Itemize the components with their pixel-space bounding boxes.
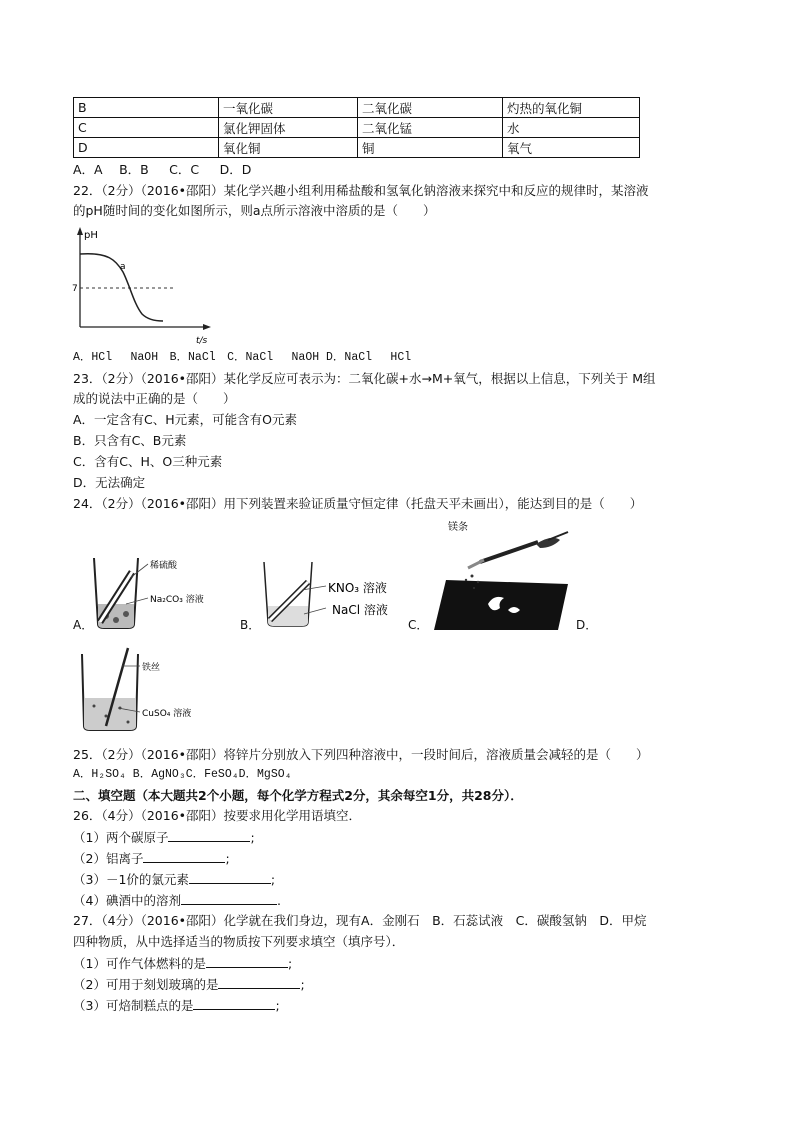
answer-blank[interactable] [218,976,300,989]
q26-item-3 [73,871,275,888]
table-row [74,98,640,118]
q21-options: A．A B．B C．C D．D [73,162,252,177]
options-table [73,97,640,158]
q26-item-1-text: （1）两个碳原子 [73,830,169,845]
q24-label-c: C． [408,618,429,632]
answer-blank[interactable] [206,955,288,968]
apparatus-b [258,556,408,632]
q26-stem: 26．（4分）（2016•邵阳）按要求用化学用语填空． [73,808,362,823]
table-cell: B [74,98,219,118]
q25-stem: 25．（2分）（2016•邵阳）将锌片分别放入下列四种溶液中，一段时间后，溶液质量会减轻的是（ ） [73,747,649,762]
apparatus-c [428,518,576,632]
q22-stem-line2: 的pH随时间的变化如图所示，则a点所示溶液中溶质的是（ ） [73,203,436,218]
q26-item-1 [73,829,255,846]
y-axis-label: pH [84,230,98,241]
x-axis-label: t/s [196,336,208,346]
q27-stem-line2: 四种物质，从中选择适当的物质按下列要求填空（填序号）． [73,934,405,949]
q27-item-1 [73,955,292,972]
q23-option-a: A．一定含有C、H元素，可能含有O元素 [73,412,298,427]
q22-stem-line1: 22．（2分）（2016•邵阳）某化学兴趣小组利用稀盐酸和氢氧化钠溶液来探究中和反应的规律时，某溶液 [73,183,649,198]
answer-blank[interactable] [181,892,277,905]
table-cell: 二氧化碳 [358,98,503,118]
fig-a-label-acid: 稀硫酸 [150,561,178,571]
q26-item-3-text: （3）－1价的氯元素 [73,872,189,887]
answer-blank[interactable] [189,871,271,884]
fig-c-label-mg: 镁条 [448,522,468,533]
q22-options: A．HCl NaOH B．NaCl C．NaCl NaOH D．NaCl HCl [73,351,412,364]
q27-item-2-end: ; [300,977,305,992]
q27-item-3-text: （3）可焙制糕点的是 [73,998,194,1013]
q24-stem: 24．（2分）（2016•邵阳）用下列装置来验证质量守恒定律（托盘天平未画出），能达到目的是（ ） [73,496,643,511]
q26-item-2 [73,850,230,867]
q27-item-2 [73,976,305,993]
fig-d-label-cuso4: CuSO₄ 溶液 [142,709,192,719]
answer-blank[interactable] [193,997,275,1010]
fig-a-label-solution: Na₂CO₃ 溶液 [150,595,204,605]
q23-option-c: C．含有C、H、O三种元素 [73,454,223,469]
table-cell: 氧气 [503,138,640,158]
ref-line-label: 7 [72,284,78,294]
fig-b-label-kno3: KNO₃ 溶液 [328,581,387,595]
q23-stem-line2: 成的说法中正确的是（ ） [73,391,236,406]
q27-item-2-text: （2）可用于刻划玻璃的是 [73,977,219,992]
q24-label-d: D． [576,618,598,632]
q26-item-2-text: （2）铝离子 [73,851,144,866]
table-cell: 氯化钾固体 [219,118,358,138]
table-row [74,118,640,138]
section-2-title: 二、填空题（本大题共2个小题，每个化学方程式2分，其余每空1分，共28分）． [73,788,523,803]
table-cell: 二氧化锰 [358,118,503,138]
table-cell: 铜 [358,138,503,158]
q27-item-3-end: ; [275,998,280,1013]
table-cell: 水 [503,118,640,138]
apparatus-d [76,644,206,734]
q27-item-1-text: （1）可作气体燃料的是 [73,956,206,971]
apparatus-a [86,552,236,632]
answer-blank[interactable] [143,850,225,863]
q27-item-3 [73,997,280,1014]
table-row [74,138,640,158]
q24-label-b: B． [240,618,261,632]
table-cell: 一氧化碳 [219,98,358,118]
q26-item-2-end: ; [225,851,230,866]
q27-item-1-end: ; [287,956,293,971]
q23-option-d: D．无法确定 [73,475,146,490]
q27-stem-line1: 27．（4分）（2016•邵阳）化学就在我们身边，现有A．金刚石 B．石蕊试液 C．碳酸氢钠 D．甲烷 [73,913,647,928]
q26-item-1-end: ; [250,830,255,845]
q26-item-4 [73,892,281,909]
q23-option-b: B．只含有C、B元素 [73,433,187,448]
q26-item-4-end: . [276,893,281,908]
point-a-label: a [120,262,126,272]
table-cell: D [74,138,219,158]
q26-item-4-text: （4）碘酒中的溶剂 [73,893,181,908]
q24-label-a: A． [73,618,94,632]
fig-d-label-iron: 铁丝 [142,663,161,673]
table-cell: 氧化铜 [219,138,358,158]
table-cell: C [74,118,219,138]
q23-stem-line1: 23．（2分）（2016•邵阳）某化学反应可表示为：二氧化碳+水→M+氧气，根据以上信息，下列关于 M组 [73,371,656,386]
q25-options: A．H₂SO₄ B．AgNO₃C．FeSO₄D．MgSO₄ [73,768,292,781]
table-cell: 灼热的氧化铜 [503,98,640,118]
fig-b-label-nacl: NaCl 溶液 [332,603,388,617]
answer-blank[interactable] [168,829,250,842]
q26-item-3-end: ; [270,872,276,887]
ph-graph [68,224,214,348]
